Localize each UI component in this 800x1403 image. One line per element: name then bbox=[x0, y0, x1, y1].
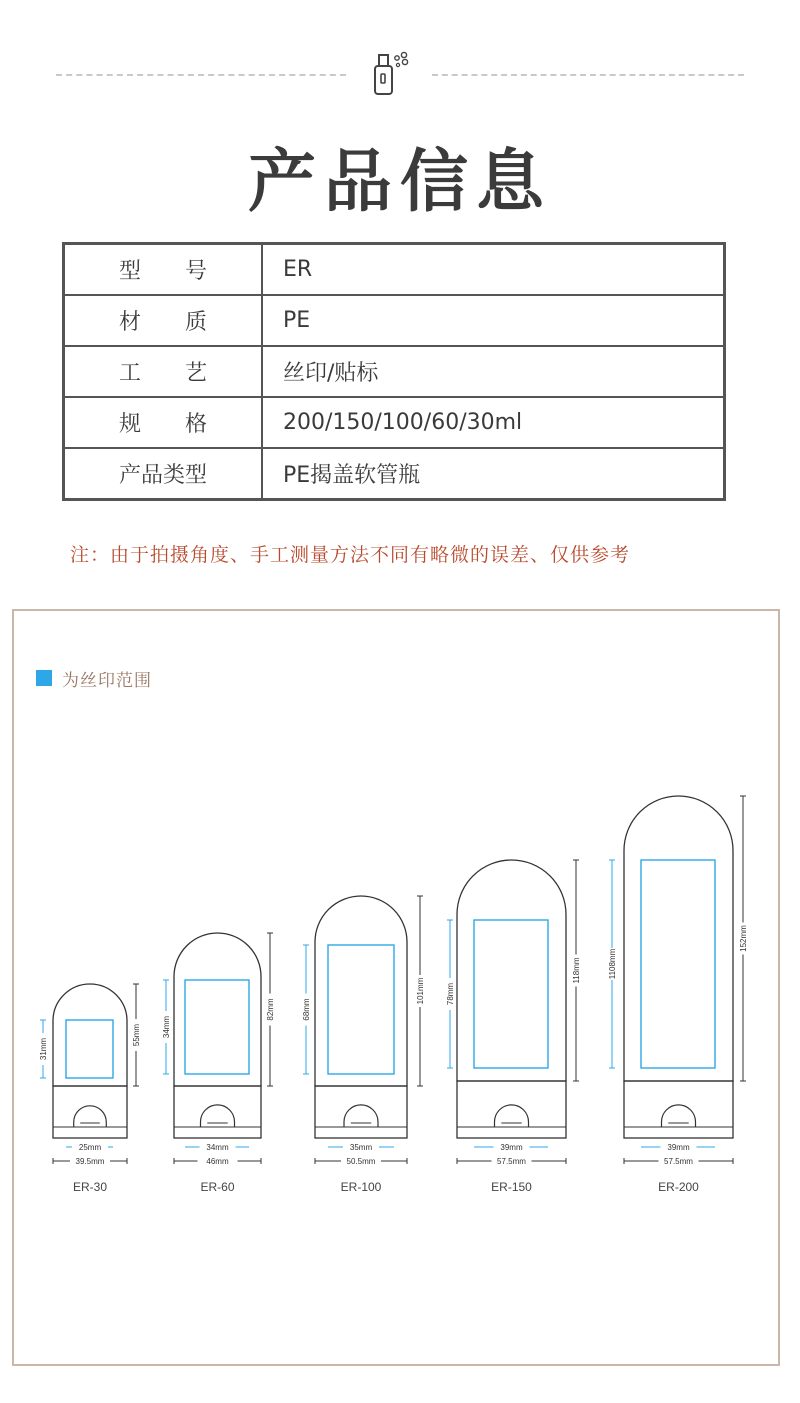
print-height-label: 1108mm bbox=[608, 948, 617, 980]
print-height-label: 78mm bbox=[446, 982, 455, 1006]
print-height-label: 34mm bbox=[162, 1015, 171, 1039]
cap-tab bbox=[344, 1105, 378, 1127]
spec-value: ER bbox=[262, 244, 725, 296]
print-width-label: 39mm bbox=[667, 1143, 690, 1152]
bottle-name: ER-150 bbox=[491, 1180, 532, 1194]
print-area bbox=[474, 920, 548, 1068]
bottle-body bbox=[53, 984, 127, 1086]
bottle-cap bbox=[174, 1086, 261, 1138]
width-label: 50.5mm bbox=[346, 1157, 376, 1166]
total-height-label: 118mm bbox=[572, 957, 581, 984]
width-label: 46mm bbox=[206, 1157, 229, 1166]
print-area bbox=[66, 1020, 113, 1078]
print-width-label: 35mm bbox=[349, 1143, 373, 1152]
spec-label: 规 格 bbox=[64, 397, 263, 448]
spec-value: 丝印/贴标 bbox=[262, 346, 725, 397]
width-label: 57.5mm bbox=[664, 1157, 693, 1166]
bottle-cap bbox=[315, 1086, 407, 1138]
cap-tab bbox=[74, 1106, 107, 1127]
bottle-name: ER-200 bbox=[658, 1180, 699, 1194]
cap-tab bbox=[662, 1105, 696, 1127]
total-height-label: 55mm bbox=[132, 1023, 141, 1047]
cap-tab bbox=[495, 1105, 529, 1127]
spec-label: 工 艺 bbox=[64, 346, 263, 397]
total-height-label: 101mm bbox=[416, 977, 425, 1005]
bottle-name: ER-60 bbox=[200, 1180, 235, 1194]
bottle-body bbox=[315, 896, 407, 1086]
print-area bbox=[185, 980, 249, 1074]
page-title: 产品信息 bbox=[247, 143, 552, 222]
bottle-name: ER-30 bbox=[72, 1180, 108, 1194]
print-width-label: 34mm bbox=[206, 1143, 229, 1152]
spec-value: PE揭盖软管瓶 bbox=[262, 448, 725, 500]
bottle-body bbox=[174, 933, 261, 1086]
print-width-label: 25mm bbox=[78, 1143, 102, 1152]
bottle-name: ER-100 bbox=[340, 1180, 382, 1194]
print-height-label: 31mm bbox=[39, 1037, 48, 1061]
spec-value: 200/150/100/60/30ml bbox=[262, 397, 725, 448]
bottle-cap bbox=[53, 1086, 127, 1138]
legend-label: 为丝印范围 bbox=[62, 671, 152, 691]
cap-tab bbox=[201, 1105, 235, 1127]
total-height-label: 82mm bbox=[266, 998, 275, 1021]
bottle-cap bbox=[624, 1081, 733, 1138]
print-area bbox=[641, 860, 715, 1068]
spec-value: PE bbox=[262, 295, 725, 346]
bottle-cap bbox=[457, 1081, 566, 1138]
width-label: 39.5mm bbox=[75, 1157, 105, 1166]
spec-label: 产品类型 bbox=[64, 448, 263, 500]
spec-label: 型 号 bbox=[64, 244, 263, 296]
print-width-label: 39mm bbox=[500, 1143, 523, 1152]
total-height-label: 152mm bbox=[739, 925, 748, 952]
print-area bbox=[328, 945, 394, 1074]
disclaimer-note: 注：由于拍摄角度、手工测量方法不同有略微的误差、仅供参考 bbox=[70, 544, 631, 566]
spec-label: 材 质 bbox=[64, 295, 263, 346]
print-height-label: 68mm bbox=[302, 998, 311, 1021]
width-label: 57.5mm bbox=[497, 1157, 526, 1166]
